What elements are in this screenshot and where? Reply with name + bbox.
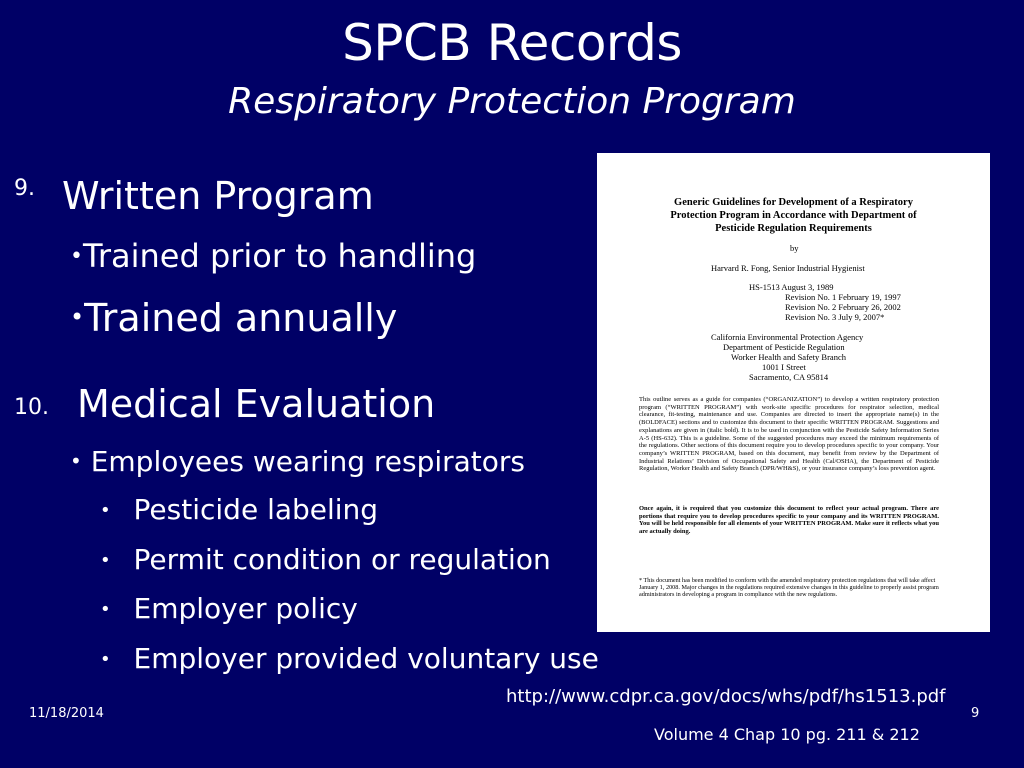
heading-written-program: Written Program <box>62 174 374 218</box>
bullet-text: Employer policy <box>133 592 358 625</box>
bullet-employees-wearing <box>70 445 525 478</box>
bullet-trained-annually <box>70 296 397 340</box>
bullet-trained-prior <box>70 237 476 275</box>
sub-bullet-pesticide-labeling <box>100 493 378 526</box>
bullet-icon: • <box>100 649 111 670</box>
item-number-9: 9. <box>14 176 35 201</box>
doc-agency-1: California Environmental Protection Agency <box>711 332 864 342</box>
bullet-text: Employer provided voluntary use <box>133 642 599 675</box>
bullet-text: Permit condition or regulation <box>133 543 551 576</box>
sub-bullet-employer-voluntary <box>100 642 599 675</box>
bullet-icon: • <box>70 303 85 331</box>
slide-title: SPCB Records <box>342 14 682 72</box>
doc-title-line-1: Generic Guidelines for Development of a Respiratory <box>674 197 913 208</box>
doc-footnote: * This document has been modified to conform with the amended respiratory protection regulations that will take affect January 1, 2008. Major changes in the regulations required extensive changes in this guideline to properly assist program administrators in developing a program in compliance with the new regulations. <box>639 577 939 599</box>
doc-paragraph-2: Once again, it is required that you customize this document to reflect your actual program. There are portions that require you to develop procedures specific to your company and its WRITTEN PROGRAM. You will be held responsible for all elements of your WRITTEN PROGRAM. Make sure it reflects what you are actually doing. <box>639 505 939 536</box>
bullet-icon: • <box>100 550 111 571</box>
doc-paragraph-1: This outline serves as a guide for companies (“ORGANIZATION”) to develop a written respiratory protection program (“WRITTEN PROGRAM”) with work-site specific procedures for respirator selection, medical clearance, fit-testing, maintenance and use. Companies are directed to insert the appropriate name(s) in the (BOLDFACE) sections and to customize this document to their specific WRITTEN PROGRAM. Suggestions and explanations are given in (italic bold). It is to be used in conjunction with the Pesticide Safety Information Series A-5 (HS-632). This is a guideline. Some of the suggested procedures may exceed the minimum requirements of the regulations. Other sections of this document require you to develop procedures specific to your company. Your company’s WRITTEN PROGRAM, based on this document, may benefit from review by the Department of Industrial Relations’ Division of Occupational Safety and Health (Cal/OSHA), the Department of Pesticide Regulation, Worker Health and Safety Branch (DPR/WH&S), or your insurance company’s loss prevention agent. <box>639 396 939 473</box>
source-link[interactable]: http://www.cdpr.ca.gov/docs/whs/pdf/hs1513.pdf <box>506 686 946 707</box>
item-9 <box>14 176 35 201</box>
document-thumbnail <box>597 153 990 632</box>
doc-agency-2: Department of Pesticide Regulation <box>723 342 845 352</box>
slide-subtitle: Respiratory Protection Program <box>228 81 796 122</box>
doc-agency-4: 1001 I Street <box>762 362 806 372</box>
bullet-icon: • <box>100 500 111 521</box>
item-10 <box>14 395 49 420</box>
volume-reference: Volume 4 Chap 10 pg. 211 & 212 <box>654 725 920 744</box>
bullet-icon: • <box>100 599 111 620</box>
bullet-text: Pesticide labeling <box>133 493 379 526</box>
sub-bullet-employer-policy <box>100 592 358 625</box>
doc-revision-2: Revision No. 2 February 26, 2002 <box>785 302 901 312</box>
slide-date: 11/18/2014 <box>29 706 104 721</box>
doc-title-line-2: Protection Program in Accordance with Department of <box>670 210 917 221</box>
doc-hs: HS-1513 August 3, 1989 <box>749 282 834 292</box>
slide-number: 9 <box>971 706 980 721</box>
heading-medical-evaluation: Medical Evaluation <box>77 382 436 426</box>
item-number-10: 10. <box>14 395 49 420</box>
bullet-text: Employees wearing respirators <box>90 445 526 478</box>
doc-revision-3: Revision No. 3 July 9, 2007* <box>785 312 885 322</box>
bullet-text: Trained annually <box>84 296 398 340</box>
doc-author: Harvard R. Fong, Senior Industrial Hygienist <box>711 263 865 273</box>
bullet-icon: • <box>70 449 82 473</box>
doc-agency-3: Worker Health and Safety Branch <box>731 352 846 362</box>
doc-revision-1: Revision No. 1 February 19, 1997 <box>785 292 901 302</box>
bullet-icon: • <box>70 244 83 269</box>
doc-by: by <box>790 243 799 253</box>
sub-bullet-permit-condition <box>100 543 551 576</box>
doc-agency-5: Sacramento, CA 95814 <box>749 372 829 382</box>
doc-title-line-3: Pesticide Regulation Requirements <box>715 223 872 234</box>
bullet-text: Trained prior to handling <box>82 237 477 275</box>
